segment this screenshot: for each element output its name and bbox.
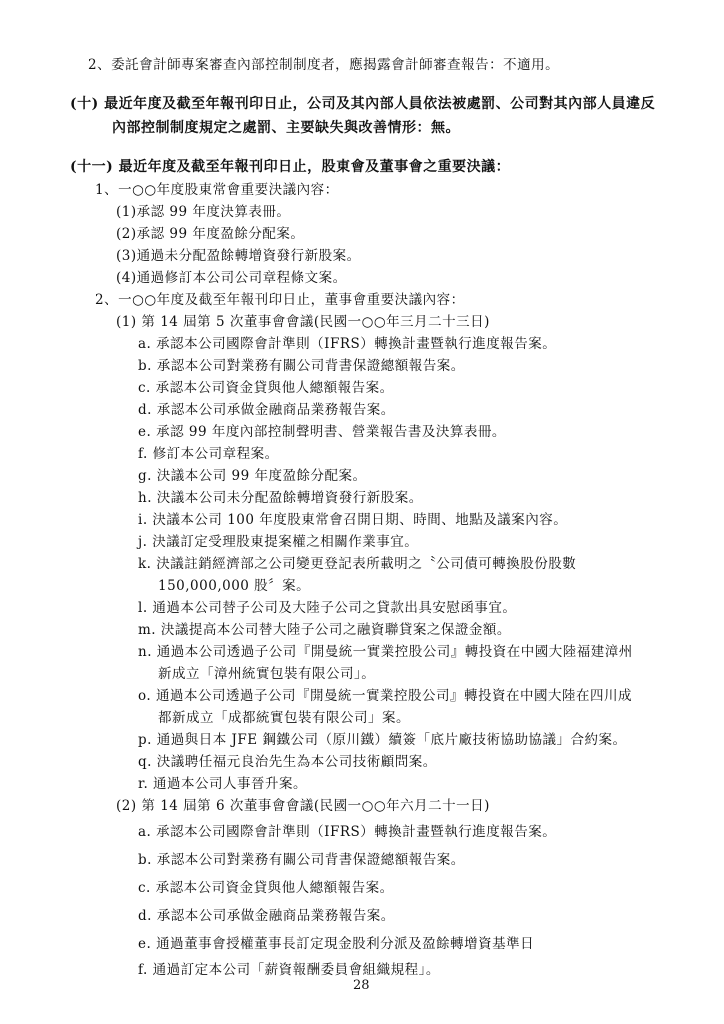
list-item: h. 決議本公司未分配盈餘轉增資發行新股案。 <box>138 490 423 506</box>
page-number: 28 <box>353 978 370 993</box>
list-item: n. 通過本公司透過子公司『開曼統一實業控股公司』轉投資在中國大陸福建漳州 <box>138 644 633 660</box>
section-11-heading: (十一) 最近年度及截至年報刊印日止，股東會及董事會之重要決議： <box>70 159 511 175</box>
list-item: k. 決議註銷經濟部之公司變更登記表所載明之〝公司債可轉換股份股數 <box>138 556 577 572</box>
list-item: m. 決議提高本公司替大陸子公司之融資聯貸案之保證金額。 <box>138 622 511 638</box>
meeting-2-title: (2) 第 14 屆第 6 次董事會會議(民國一○○年六月二十一日) <box>116 798 490 814</box>
meeting-1-title: (1) 第 14 屆第 5 次董事會會議(民國一○○年三月二十三日) <box>116 314 490 330</box>
list-item: b. 承認本公司對業務有關公司背書保證總額報告案。 <box>138 852 465 868</box>
list-item: i. 決議本公司 100 年度股東常會召開日期、時間、地點及議案內容。 <box>138 512 568 528</box>
shareholders-title: 1、一○○年度股東常會重要決議內容： <box>95 182 339 198</box>
list-item-cont: 150,000,000 股〞案。 <box>158 578 311 594</box>
list-item: d. 承認本公司承做金融商品業務報告案。 <box>138 402 395 418</box>
list-item: p. 通過與日本 JFE 鋼鐵公司（原川鐵）續簽「底片廠技術協助協議」合約案。 <box>138 732 627 748</box>
list-item: o. 通過本公司透過子公司『開曼統一實業控股公司』轉投資在中國大陸在四川成 <box>138 688 632 704</box>
list-item-cont: 都新成立「成都統實包裝有限公司」案。 <box>158 710 410 726</box>
list-item: e. 承認 99 年度內部控制聲明書、營業報告書及決算表冊。 <box>138 424 506 440</box>
list-item: (1)承認 99 年度決算表冊。 <box>116 204 291 220</box>
list-item: c. 承認本公司資金貸與他人總額報告案。 <box>138 880 394 896</box>
list-item: l. 通過本公司替子公司及大陸子公司之貸款出具安慰函事宜。 <box>138 600 517 616</box>
list-item: f. 通過訂定本公司「薪資報酬委員會組織規程」。 <box>138 962 440 978</box>
list-item: e. 通過董事會授權董事長訂定現金股利分派及盈餘轉增資基準日 <box>138 936 535 952</box>
list-item: a. 承認本公司國際會計準則（IFRS）轉換計畫暨執行進度報告案。 <box>138 336 557 352</box>
section-item-2: 2、委託會計師專案審查內部控制制度者，應揭露會計師審查報告：不適用。 <box>88 57 560 73</box>
list-item: (2)承認 99 年度盈餘分配案。 <box>116 226 305 242</box>
board-title: 2、一○○年度及截至年報刊印日止，董事會重要決議內容： <box>95 292 465 308</box>
list-item: d. 承認本公司承做金融商品業務報告案。 <box>138 908 395 924</box>
list-item-cont: 新成立「漳州統實包裝有限公司」。 <box>158 666 376 682</box>
list-item: c. 承認本公司資金貸與他人總額報告案。 <box>138 380 394 396</box>
section-10-heading: (十) 最近年度及截至年報刊印日止，公司及其內部人員依法被處罰、公司對其內部人員違反 <box>70 96 656 112</box>
list-item: j. 決議訂定受理股東提案權之相關作業事宜。 <box>138 534 419 550</box>
list-item: f. 修訂本公司章程案。 <box>138 446 279 462</box>
list-item: r. 通過本公司人事晉升案。 <box>138 776 308 792</box>
list-item: (3)通過未分配盈餘轉增資發行新股案。 <box>116 248 361 264</box>
section-10-heading-cont: 內部控制制度規定之處罰、主要缺失與改善情形：無。 <box>112 120 460 136</box>
list-item: q. 決議聘任福元良治先生為本公司技術顧問案。 <box>138 754 437 770</box>
list-item: g. 決議本公司 99 年度盈餘分配案。 <box>138 468 367 484</box>
list-item: (4)通過修訂本公司公司章程條文案。 <box>116 270 347 286</box>
list-item: b. 承認本公司對業務有關公司背書保證總額報告案。 <box>138 358 465 374</box>
list-item: a. 承認本公司國際會計準則（IFRS）轉換計畫暨執行進度報告案。 <box>138 824 557 840</box>
